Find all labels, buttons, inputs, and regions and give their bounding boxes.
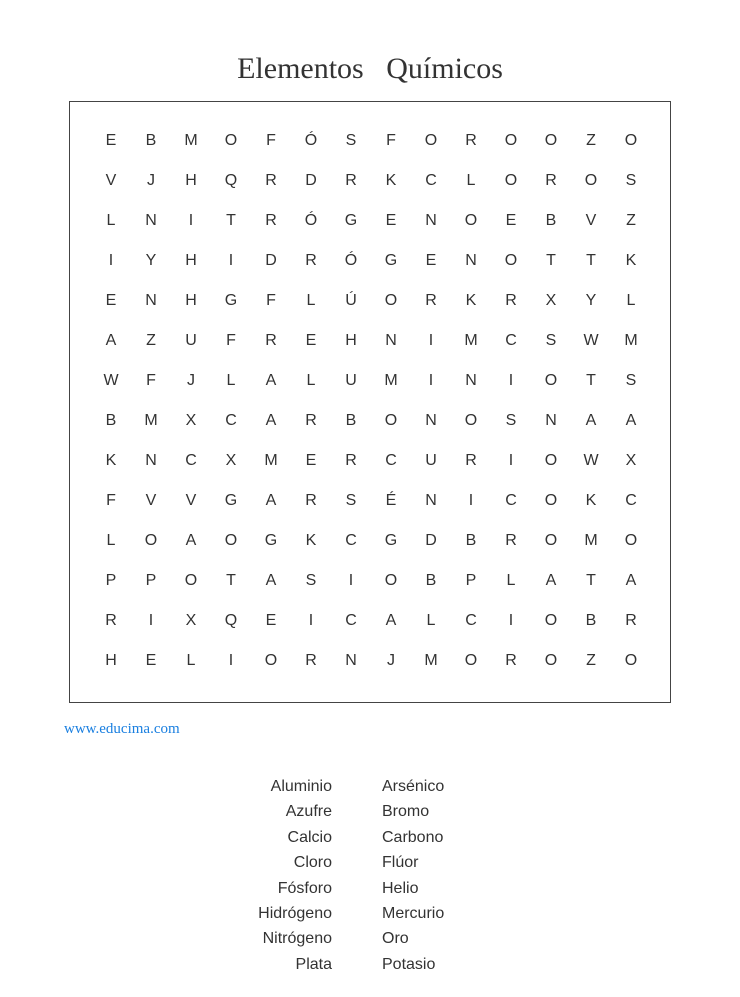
grid-cell[interactable]: K: [585, 492, 597, 509]
grid-cell[interactable]: K: [105, 452, 117, 469]
grid-cell[interactable]: S: [505, 412, 517, 429]
word-list-left-column: [258, 774, 332, 977]
grid-cell[interactable]: B: [345, 412, 357, 429]
grid-cell[interactable]: O: [464, 412, 478, 429]
grid-cell[interactable]: P: [465, 572, 477, 589]
grid-cell[interactable]: E: [305, 332, 317, 349]
grid-cell[interactable]: R: [345, 452, 357, 469]
word-list-item: Flúor: [382, 854, 419, 872]
word-list-item: Aluminio: [270, 778, 332, 795]
grid-cell[interactable]: B: [425, 572, 437, 589]
word-list-item: Fósforo: [277, 879, 332, 897]
grid-cell[interactable]: A: [265, 412, 277, 429]
grid-cell[interactable]: R: [545, 172, 557, 189]
grid-cell[interactable]: L: [186, 652, 196, 669]
grid-cell[interactable]: R: [305, 652, 317, 669]
grid-cell[interactable]: O: [544, 652, 558, 669]
grid-cell[interactable]: S: [305, 572, 317, 589]
word-list-item: Azufre: [285, 803, 332, 821]
grid-cell[interactable]: L: [626, 292, 636, 309]
grid-cell[interactable]: J: [147, 172, 155, 189]
grid-cell[interactable]: X: [625, 452, 637, 469]
grid-cell[interactable]: I: [508, 612, 514, 629]
grid-cell[interactable]: C: [425, 172, 437, 189]
grid-cell[interactable]: C: [345, 532, 357, 549]
grid-cell[interactable]: I: [508, 372, 514, 389]
grid-cell[interactable]: C: [465, 612, 477, 629]
grid-cell[interactable]: R: [305, 412, 317, 429]
grid-cell[interactable]: O: [424, 132, 438, 149]
grid-cell[interactable]: A: [105, 332, 117, 349]
grid-cell[interactable]: N: [545, 412, 557, 429]
grid-cell[interactable]: O: [224, 532, 238, 549]
grid-cell[interactable]: E: [265, 612, 277, 629]
grid-cell[interactable]: X: [545, 292, 557, 309]
grid-cell[interactable]: M: [264, 452, 278, 469]
grid-cell[interactable]: V: [185, 492, 197, 509]
grid-cell[interactable]: O: [264, 652, 278, 669]
grid-cell[interactable]: F: [386, 132, 396, 149]
grid-cell[interactable]: W: [583, 332, 599, 349]
grid-cell[interactable]: S: [625, 172, 637, 189]
grid-cell[interactable]: L: [506, 572, 516, 589]
grid-cell[interactable]: D: [425, 532, 437, 549]
grid-cell[interactable]: E: [305, 452, 317, 469]
grid-cell[interactable]: Ó: [344, 252, 358, 269]
grid-cell[interactable]: R: [345, 172, 357, 189]
grid-cell[interactable]: O: [384, 572, 398, 589]
grid-cell[interactable]: B: [105, 412, 117, 429]
grid-cell[interactable]: J: [387, 652, 395, 669]
word-list-item: Bromo: [382, 803, 430, 821]
grid-cell[interactable]: N: [145, 452, 157, 469]
grid-cell[interactable]: N: [425, 412, 437, 429]
word-list-item: Calcio: [287, 828, 332, 846]
word-search-board: [69, 101, 671, 703]
grid-cell[interactable]: N: [385, 332, 397, 349]
grid-cell[interactable]: T: [546, 252, 556, 269]
grid-cell[interactable]: F: [266, 132, 276, 149]
grid-cell[interactable]: L: [106, 532, 116, 549]
grid-cell[interactable]: O: [224, 132, 238, 149]
page-title: Elementos Químicos: [237, 52, 503, 85]
grid-cell[interactable]: G: [224, 292, 238, 309]
grid-cell[interactable]: J: [187, 372, 195, 389]
grid-cell[interactable]: M: [624, 332, 638, 349]
website-link[interactable]: www.educima.com: [64, 721, 180, 737]
grid-cell[interactable]: L: [306, 372, 316, 389]
grid-cell[interactable]: É: [385, 492, 397, 509]
grid-cell[interactable]: A: [585, 412, 597, 429]
grid-cell[interactable]: E: [105, 132, 117, 149]
grid-cell[interactable]: P: [145, 572, 157, 589]
grid-cell[interactable]: S: [345, 492, 357, 509]
grid-cell[interactable]: L: [426, 612, 436, 629]
grid-cell[interactable]: G: [344, 212, 358, 229]
grid-cell[interactable]: R: [265, 172, 277, 189]
grid-cell[interactable]: T: [586, 372, 596, 389]
grid-cell[interactable]: O: [544, 532, 558, 549]
grid-cell[interactable]: O: [384, 412, 398, 429]
grid-cell[interactable]: U: [185, 332, 197, 349]
grid-cell[interactable]: N: [425, 492, 437, 509]
grid-cell[interactable]: R: [625, 612, 637, 629]
grid-cell[interactable]: O: [544, 612, 558, 629]
grid-cell[interactable]: O: [144, 532, 158, 549]
grid-cell[interactable]: O: [544, 132, 558, 149]
grid-cell[interactable]: W: [583, 452, 599, 469]
grid-cell[interactable]: R: [265, 212, 277, 229]
grid-cell[interactable]: W: [103, 372, 119, 389]
grid-cell[interactable]: O: [504, 132, 518, 149]
grid-cell[interactable]: O: [464, 212, 478, 229]
grid-cell[interactable]: M: [584, 532, 598, 549]
grid-cell[interactable]: F: [266, 292, 276, 309]
grid-cell[interactable]: I: [468, 492, 474, 509]
grid-cell[interactable]: V: [105, 172, 117, 189]
grid-cell[interactable]: D: [265, 252, 277, 269]
grid-cell[interactable]: B: [545, 212, 557, 229]
grid-cell[interactable]: R: [305, 252, 317, 269]
grid-cell[interactable]: A: [185, 532, 197, 549]
grid-cell[interactable]: A: [265, 572, 277, 589]
grid-cell[interactable]: I: [108, 252, 114, 269]
grid-cell[interactable]: O: [184, 572, 198, 589]
grid-cell[interactable]: B: [585, 612, 597, 629]
grid-cell[interactable]: O: [544, 372, 558, 389]
grid-cell[interactable]: O: [624, 132, 638, 149]
grid-cell[interactable]: H: [345, 332, 357, 349]
grid-cell[interactable]: O: [624, 532, 638, 549]
grid-cell[interactable]: I: [508, 452, 514, 469]
grid-cell[interactable]: C: [185, 452, 197, 469]
grid-cell[interactable]: O: [544, 492, 558, 509]
grid-cell[interactable]: V: [585, 212, 597, 229]
grid-cell[interactable]: G: [384, 532, 398, 549]
grid-cell[interactable]: E: [505, 212, 517, 229]
grid-cell[interactable]: M: [424, 652, 438, 669]
grid-cell[interactable]: C: [225, 412, 237, 429]
grid-cell[interactable]: A: [265, 492, 277, 509]
grid-cell[interactable]: A: [265, 372, 277, 389]
grid-cell[interactable]: G: [384, 252, 398, 269]
grid-cell[interactable]: H: [185, 252, 197, 269]
grid-cell[interactable]: T: [586, 252, 596, 269]
grid-cell[interactable]: D: [305, 172, 317, 189]
grid-cell[interactable]: L: [306, 292, 316, 309]
grid-cell[interactable]: C: [385, 452, 397, 469]
grid-cell[interactable]: X: [185, 612, 197, 629]
grid-cell[interactable]: H: [185, 292, 197, 309]
grid-cell[interactable]: G: [264, 532, 278, 549]
grid-cell[interactable]: F: [226, 332, 236, 349]
grid-cell[interactable]: N: [425, 212, 437, 229]
grid-cell[interactable]: Ó: [304, 132, 318, 149]
word-list-item: Oro: [382, 930, 409, 948]
grid-cell[interactable]: V: [145, 492, 157, 509]
grid-cell[interactable]: E: [425, 252, 437, 269]
word-list-item: Hidrógeno: [258, 905, 332, 923]
grid-cell[interactable]: R: [465, 452, 477, 469]
grid-cell[interactable]: B: [465, 532, 477, 549]
grid-cell[interactable]: I: [428, 332, 434, 349]
grid-cell[interactable]: F: [106, 492, 116, 509]
grid-cell[interactable]: O: [464, 652, 478, 669]
grid-cell[interactable]: Z: [146, 332, 156, 349]
grid-cell[interactable]: O: [544, 452, 558, 469]
grid-cell[interactable]: T: [226, 572, 236, 589]
word-list-item: Carbono: [382, 828, 444, 846]
grid-cell[interactable]: R: [505, 532, 517, 549]
grid-cell[interactable]: R: [425, 292, 437, 309]
grid-cell[interactable]: M: [184, 132, 198, 149]
grid-cell[interactable]: U: [425, 452, 437, 469]
grid-cell[interactable]: N: [465, 372, 477, 389]
grid-cell[interactable]: I: [188, 212, 194, 229]
grid-cell[interactable]: K: [305, 532, 317, 549]
grid-cell[interactable]: O: [504, 172, 518, 189]
grid-cell[interactable]: S: [545, 332, 557, 349]
grid-cell[interactable]: O: [384, 292, 398, 309]
grid-cell[interactable]: E: [385, 212, 397, 229]
word-list-right-column: [382, 774, 444, 977]
grid-cell[interactable]: O: [584, 172, 598, 189]
grid-cell[interactable]: H: [105, 652, 117, 669]
grid-cell[interactable]: A: [625, 412, 637, 429]
grid-cell[interactable]: S: [345, 132, 357, 149]
grid-cell[interactable]: R: [505, 652, 517, 669]
grid-cell[interactable]: Z: [586, 652, 596, 669]
grid-cell[interactable]: Z: [586, 132, 596, 149]
word-list-item: Nitrógeno: [262, 930, 332, 948]
word-list-item: Potasio: [382, 955, 436, 973]
grid-cell[interactable]: T: [586, 572, 596, 589]
grid-cell[interactable]: C: [505, 492, 517, 509]
grid-cell[interactable]: M: [384, 372, 398, 389]
grid-cell[interactable]: Z: [626, 212, 636, 229]
grid-cell[interactable]: E: [145, 652, 157, 669]
grid-cell[interactable]: Ú: [345, 292, 357, 309]
grid-cell[interactable]: Y: [585, 292, 597, 309]
grid-cell[interactable]: E: [105, 292, 117, 309]
grid-cell[interactable]: O: [504, 252, 518, 269]
grid-cell[interactable]: R: [265, 332, 277, 349]
grid-cell[interactable]: I: [228, 652, 234, 669]
grid-cell[interactable]: R: [305, 492, 317, 509]
grid-cell[interactable]: A: [545, 572, 557, 589]
grid-cell[interactable]: N: [465, 252, 477, 269]
grid-cell[interactable]: O: [624, 652, 638, 669]
grid-cell[interactable]: L: [226, 372, 236, 389]
grid-cell[interactable]: M: [464, 332, 478, 349]
grid-cell[interactable]: C: [505, 332, 517, 349]
grid-cell[interactable]: R: [505, 292, 517, 309]
grid-cell[interactable]: A: [385, 612, 397, 629]
grid-cell[interactable]: G: [224, 492, 238, 509]
word-list-item: Helio: [382, 879, 419, 897]
grid-cell[interactable]: Y: [145, 252, 157, 269]
grid-cell[interactable]: S: [625, 372, 637, 389]
grid-cell[interactable]: N: [145, 292, 157, 309]
grid-cell[interactable]: F: [146, 372, 156, 389]
grid-cell[interactable]: N: [345, 652, 357, 669]
word-list-item: Cloro: [293, 854, 332, 872]
grid-cell[interactable]: M: [144, 412, 158, 429]
grid-cell[interactable]: I: [148, 612, 154, 629]
grid-cell[interactable]: A: [625, 572, 637, 589]
grid-cell[interactable]: C: [625, 492, 637, 509]
grid-cell[interactable]: N: [145, 212, 157, 229]
grid-cell[interactable]: U: [345, 372, 357, 389]
grid-cell[interactable]: I: [308, 612, 314, 629]
grid-cell[interactable]: R: [105, 612, 117, 629]
grid-cell[interactable]: Q: [224, 172, 238, 189]
grid-cell[interactable]: I: [428, 372, 434, 389]
grid-cell[interactable]: Q: [224, 612, 238, 629]
word-list-item: Plata: [295, 955, 332, 973]
grid-cell[interactable]: K: [385, 172, 397, 189]
grid-cell[interactable]: X: [225, 452, 237, 469]
grid-cell[interactable]: L: [466, 172, 476, 189]
grid-cell[interactable]: R: [465, 132, 477, 149]
word-list-item: Arsénico: [382, 778, 445, 795]
grid-cell[interactable]: B: [145, 132, 157, 149]
letter-grid: [91, 121, 651, 681]
grid-cell[interactable]: K: [625, 252, 637, 269]
grid-cell[interactable]: K: [465, 292, 477, 309]
word-list-item: Mercurio: [382, 905, 445, 923]
grid-cell[interactable]: X: [185, 412, 197, 429]
grid-cell[interactable]: Ó: [304, 212, 318, 229]
grid-cell[interactable]: I: [348, 572, 354, 589]
grid-cell[interactable]: L: [106, 212, 116, 229]
grid-cell[interactable]: P: [105, 572, 117, 589]
grid-cell[interactable]: H: [185, 172, 197, 189]
grid-cell[interactable]: C: [345, 612, 357, 629]
grid-cell[interactable]: I: [228, 252, 234, 269]
grid-cell[interactable]: T: [226, 212, 236, 229]
